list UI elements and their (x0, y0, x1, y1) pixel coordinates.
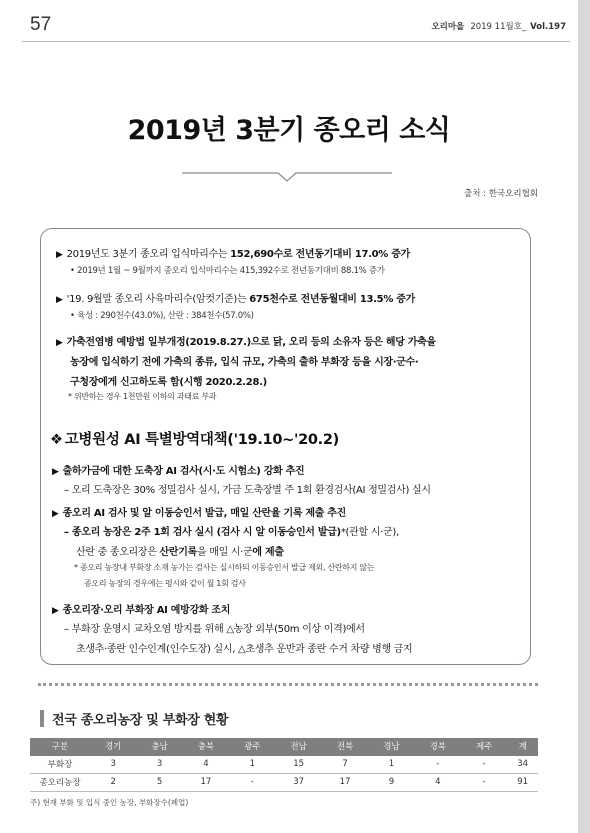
table-cell: 종오리농장 (30, 773, 90, 791)
issue-info (431, 20, 566, 32)
measure-2-note2: 종오리 농장의 경우에는 평시와 같이 월 1회 검사 (84, 579, 246, 588)
summary-item-1: ▶ 2019년도 3분기 종오리 입식마리수는 152,690수로 전년동기대비 17.0% 증가 (56, 249, 410, 260)
table-cell: 부화장 (30, 755, 90, 773)
table-cell: - (461, 755, 507, 773)
table-cell: 2 (90, 773, 136, 791)
col-header: 전남 (276, 738, 322, 755)
summary-item-3-note: * 위반하는 경우 1천만원 이하의 과태료 부과 (68, 392, 217, 401)
measure-3-line1: – 부화장 운영시 교차오염 방지를 위해 △농장 외부(50m 이상 이격)에서 (64, 624, 365, 635)
measure-1-title: ▶ 출하가금에 대한 도축장 AI 검사(시·도 시험소) 강화 추진 (52, 466, 305, 477)
table-row (30, 773, 538, 791)
measure-3-title: ▶ 종오리장·오리 부화장 AI 예방강화 조치 (52, 605, 231, 616)
col-header: 충북 (183, 738, 229, 755)
source-credit: 출처 : 한국오리협회 (464, 189, 538, 199)
triangle-bullet-icon: ▶ (52, 606, 59, 616)
triangle-bullet-icon: ▶ (56, 250, 63, 260)
table-row (30, 755, 538, 773)
page-number: 57 (30, 14, 52, 35)
col-header: 전북 (322, 738, 368, 755)
measure-2-title: ▶ 종오리 AI 검사 및 알 이동승인서 발급, 매일 산란율 기록 제출 추진 (52, 508, 346, 519)
article-title: 2019년 3분기 종오리 소식 (127, 115, 451, 146)
col-header: 제주 (461, 738, 507, 755)
table-cell: 37 (276, 773, 322, 791)
summary-item-2: ▶ '19. 9월말 종오리 사육마리수(암컷기준)는 675천수로 전년동월대비 13.5% 증가 (56, 294, 415, 305)
table-cell: 4 (415, 773, 461, 791)
issue-date: 2019 11월호_ (470, 22, 527, 32)
measure-2-line1: – 종오리 농장은 2주 1회 검사 실시 (검사 시 알 이동승인서 발급)*(관할 시·군), (64, 527, 399, 538)
page-edge (578, 0, 590, 833)
table-cell: 4 (183, 755, 229, 773)
table-cell: 1 (368, 755, 414, 773)
table-cell: 1 (229, 755, 275, 773)
dotted-separator (38, 683, 538, 686)
volume-number: Vol.197 (530, 22, 566, 32)
table-cell: 5 (136, 773, 182, 791)
col-header: 경북 (415, 738, 461, 755)
measure-3-line2: 초생추·종란 인수인계(인수도장) 실시, △초생추 운반과 종란 수거 차량 병행 금지 (76, 644, 413, 655)
table-cell: - (461, 773, 507, 791)
summary-item-2-detail: • 육성 : 290천수(43.0%), 산란 : 384천수(57.0%) (70, 311, 254, 321)
title-divider (182, 171, 392, 183)
measure-2-note1: * 종오리 농장내 부화장 소재 농가는 검사는 실시하되 이동승인서 발급 제외, 산란하지 않는 (74, 563, 375, 572)
measure-2-line2: 산란 중 종오리장은 산란기록을 매일 시·군에 제출 (76, 547, 284, 558)
col-header: 광주 (229, 738, 275, 755)
table-cell: 9 (368, 773, 414, 791)
table-cell: 17 (322, 773, 368, 791)
table-title-marker (40, 710, 44, 727)
table-cell: 15 (276, 755, 322, 773)
table-cell: 3 (136, 755, 182, 773)
table-cell: - (415, 755, 461, 773)
summary-item-1-detail: • 2019년 1월 ~ 9월까지 종오리 입식마리수는 415,392수로 전년동기대비 88.1% 증가 (70, 266, 385, 276)
table-cell: 7 (322, 755, 368, 773)
triangle-bullet-icon: ▶ (52, 467, 59, 477)
table-cell: 34 (507, 755, 538, 773)
summary-item-3-line2: 농장에 입식하기 전에 가축의 종류, 입식 규모, 가축의 출하 부화장 등을 시장·군수· (70, 357, 419, 368)
table-cell: 91 (507, 773, 538, 791)
table-header-row (30, 738, 538, 755)
triangle-bullet-icon: ▶ (56, 338, 63, 348)
col-header: 경기 (90, 738, 136, 755)
table-footnote: 주) 현재 부화 및 입식 중인 농장, 부화장수(폐업) (30, 798, 189, 807)
table-cell: 3 (90, 755, 136, 773)
col-header: 충남 (136, 738, 182, 755)
table-title: 전국 종오리농장 및 부화장 현황 (52, 713, 229, 728)
measure-1-line1: – 오리 도축장은 30% 정밀검사 실시, 가금 도축장별 주 1회 환경검사(AI 정밀검사) 실시 (64, 485, 431, 496)
farm-status-table (30, 738, 538, 792)
diamond-bullet-icon: ❖ (50, 432, 63, 448)
summary-item-3: ▶ 가축전염병 예방법 일부개정(2019.8.27.)으로 닭, 오리 등의 소유자 등은 해당 가축을 (56, 337, 436, 348)
section-heading: ❖ 고병원성 AI 특별방역대책('19.10~'20.2) (50, 432, 340, 448)
summary-item-3-line3: 구청장에게 신고하도록 함(시행 2020.2.28.) (70, 377, 267, 388)
magazine-name: 오리마을 (431, 22, 465, 32)
table-cell: - (229, 773, 275, 791)
triangle-bullet-icon: ▶ (52, 509, 59, 519)
col-header: 경남 (368, 738, 414, 755)
triangle-bullet-icon: ▶ (56, 295, 63, 305)
col-header: 구분 (30, 738, 90, 755)
col-header: 계 (507, 738, 538, 755)
table-cell: 17 (183, 773, 229, 791)
